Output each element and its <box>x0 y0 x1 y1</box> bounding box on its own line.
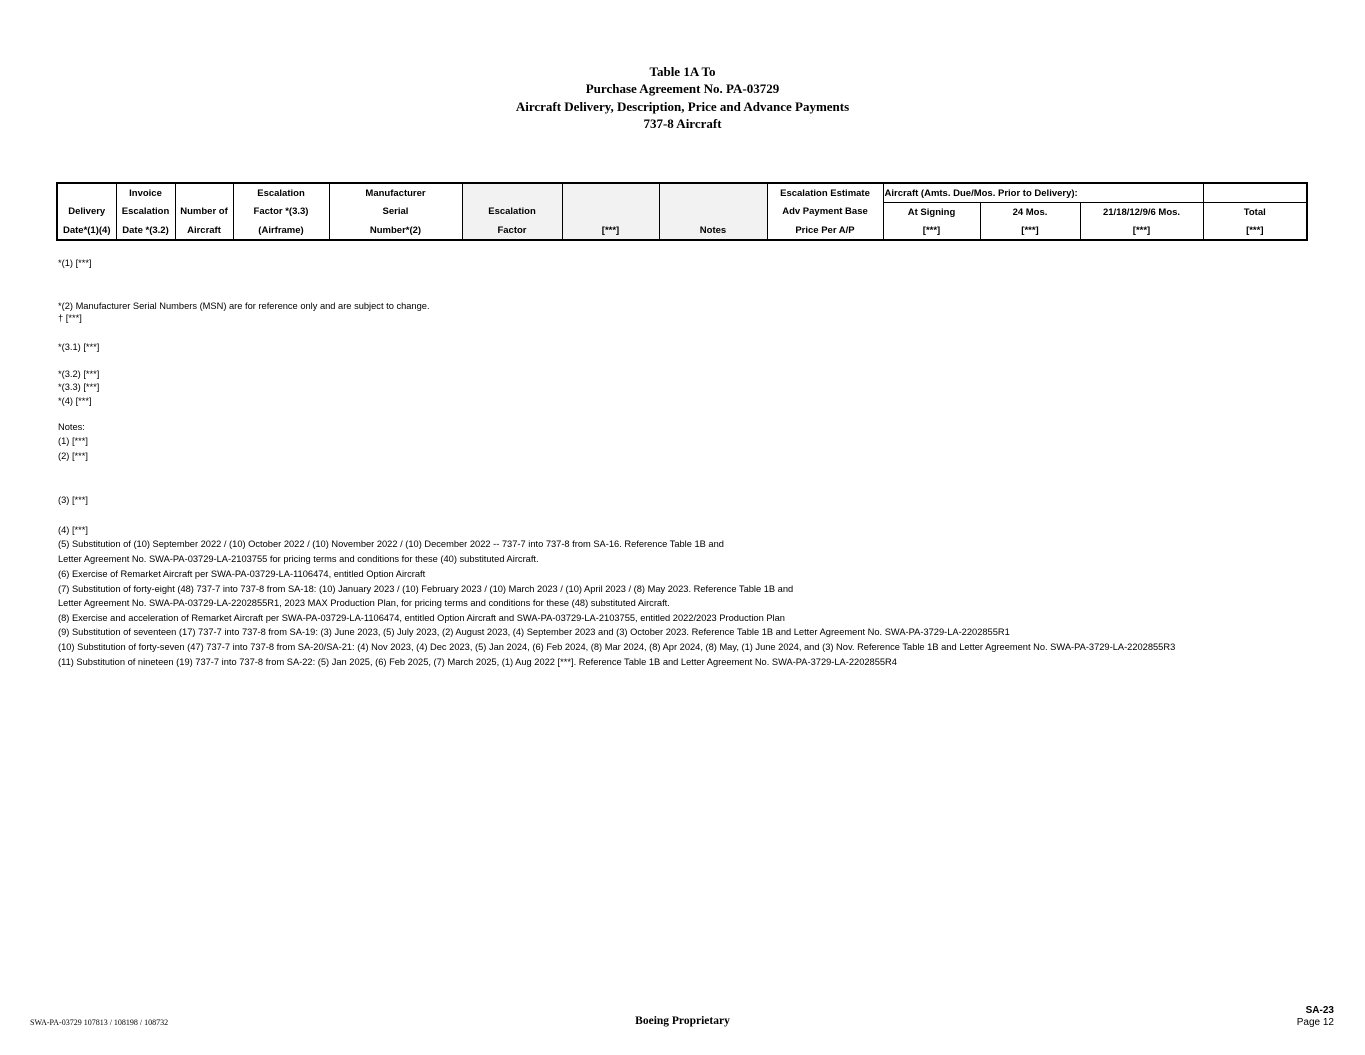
note-item: (4) [***] <box>58 525 88 535</box>
page-info <box>1297 1005 1334 1029</box>
header-cell <box>175 183 233 203</box>
notes-label: Notes: <box>58 422 85 432</box>
header-aircraft: Aircraft <box>175 221 233 240</box>
header-cell <box>562 183 659 203</box>
header-factor: Factor *(3.3) <box>233 203 329 222</box>
header-redacted: [***] <box>980 221 1080 240</box>
note-item: (6) Exercise of Remarket Aircraft per SWA-PA-03729-LA-1106474, entitled Option Aircraft <box>58 569 426 579</box>
note-item: (7) Substitution of forty-eight (48) 737-7 into 737-8 from SA-18: (10) January 2023 / (10) February 2023 / (10) March 2023 / (10) April 2023 / (8) May 2023. Reference Table 1B and <box>58 584 794 594</box>
note-item: (10) Substitution of forty-seven (47) 737-7 into 737-8 from SA-20/SA-21: (4) Nov 2023, (4) Dec 2023, (5) Jan 2024, (6) Feb 2024, (8) Mar 2024, (8) Apr 2024, (8) May, (1) June 2024, and (3) Nov. Reference Table 1B and Letter Agreement No. SWA-PA-3729-LA-2202855R3 <box>58 642 1176 652</box>
note-item: Letter Agreement No. SWA-PA-03729-LA-2202855R1, 2023 MAX Production Plan, for pricing terms and conditions for these (48) substituted Aircraft. <box>58 598 670 608</box>
header-factor-2: Factor <box>462 221 562 240</box>
header-date-32: Date *(3.2) <box>116 221 175 240</box>
document-title <box>0 63 1365 133</box>
header-cell <box>462 183 562 203</box>
title-line-3: Aircraft Delivery, Description, Price and Advance Payments <box>515 98 850 114</box>
footnote: *(3.1) [***] <box>58 342 100 352</box>
header-date: Date*(1)(4) <box>62 224 111 236</box>
footnote: *(3.2) [***] <box>58 369 100 379</box>
supplemental-agreement-label: SA-23 <box>1305 1005 1334 1016</box>
table-header-row-3 <box>57 221 1307 240</box>
header-airframe: (Airframe) <box>233 221 329 240</box>
title-line-4: 737-8 Aircraft <box>643 116 722 132</box>
footnote: *(4) [***] <box>58 396 92 406</box>
header-price-per-ap: Price Per A/P <box>767 221 883 240</box>
header-cell <box>1203 183 1307 203</box>
header-redacted: [***] <box>883 221 980 240</box>
header-invoice: Invoice <box>116 183 175 203</box>
header-redacted: [***] <box>1203 221 1307 240</box>
delivery-price-table <box>56 182 1308 241</box>
footnote: *(1) [***] <box>58 258 92 268</box>
title-line-1: Table 1A To <box>649 64 716 79</box>
header-cell <box>57 183 116 203</box>
note-item: (3) [***] <box>58 495 88 505</box>
header-escalation-2: Escalation <box>462 203 562 222</box>
note-item: (5) Substitution of (10) September 2022 / (10) October 2022 / (10) November 2022 / (10) December 2022 -- 737-7 into 737-8 from SA-16. Reference Table 1B and <box>58 539 724 549</box>
header-total: Total <box>1203 203 1307 222</box>
header-aircraft-amounts: Aircraft (Amts. Due/Mos. Prior to Delivery): <box>883 183 1203 203</box>
header-cell <box>659 183 767 203</box>
document-reference: SWA-PA-03729 107813 / 108198 / 108732 <box>30 1018 169 1027</box>
header-delivery: Delivery <box>68 206 106 218</box>
note-item: (1) [***] <box>58 436 88 446</box>
header-manufacturer: Manufacturer <box>329 183 462 203</box>
header-redacted: [***] <box>1080 221 1203 240</box>
footnote: *(3.3) [***] <box>58 382 100 392</box>
note-item: (11) Substitution of nineteen (19) 737-7 into 737-8 from SA-22: (5) Jan 2025, (6) Feb 2025, (7) March 2025, (1) Aug 2022 [***]. Reference Table 1B and Letter Agreement No. SWA-PA-3729-LA-2202855R4 <box>58 657 897 667</box>
footnote: † [***] <box>58 313 82 323</box>
page-number: Page 12 <box>1296 1017 1334 1028</box>
header-escalation-estimate: Escalation Estimate <box>767 183 883 203</box>
header-redacted: [***] <box>562 221 659 240</box>
table-header-row-1 <box>57 183 1307 203</box>
header-serial: Serial <box>329 203 462 222</box>
header-notes: Notes <box>659 221 767 240</box>
footnote: *(2) Manufacturer Serial Numbers (MSN) are for reference only and are subject to change. <box>58 301 430 311</box>
header-number-of: Number of <box>175 203 233 222</box>
note-item: (9) Substitution of seventeen (17) 737-7 into 737-8 from SA-19: (3) June 2023, (5) July 2023, (2) August 2023, (4) September 2023 and (3) October 2023. Reference Table 1B and Letter Agreement No. SWA-PA-3729-LA-2202855R1 <box>58 627 1010 637</box>
note-item: (8) Exercise and acceleration of Remarket Aircraft per SWA-PA-03729-LA-1106474, entitled Option Aircraft and SWA-PA-03729-LA-2103755, entitled 2022/2023 Production Plan <box>58 613 785 623</box>
header-adv-payment-base: Adv Payment Base <box>767 203 883 222</box>
note-item: Letter Agreement No. SWA-PA-03729-LA-2103755 for pricing terms and conditions for these (40) substituted Aircraft. <box>58 554 539 564</box>
header-multi-mos: 21/18/12/9/6 Mos. <box>1080 203 1203 222</box>
header-escalation: Escalation <box>233 183 329 203</box>
header-cell <box>562 203 659 222</box>
header-cell <box>659 203 767 222</box>
header-at-signing: At Signing <box>883 203 980 222</box>
header-24-mos: 24 Mos. <box>980 203 1080 222</box>
title-line-2: Purchase Agreement No. PA-03729 <box>585 81 780 97</box>
header-escalation: Escalation <box>116 203 175 222</box>
note-item: (2) [***] <box>58 451 88 461</box>
header-number-2: Number*(2) <box>329 221 462 240</box>
proprietary-label: Boeing Proprietary <box>635 1015 730 1027</box>
table-header-row-2 <box>57 203 1307 222</box>
